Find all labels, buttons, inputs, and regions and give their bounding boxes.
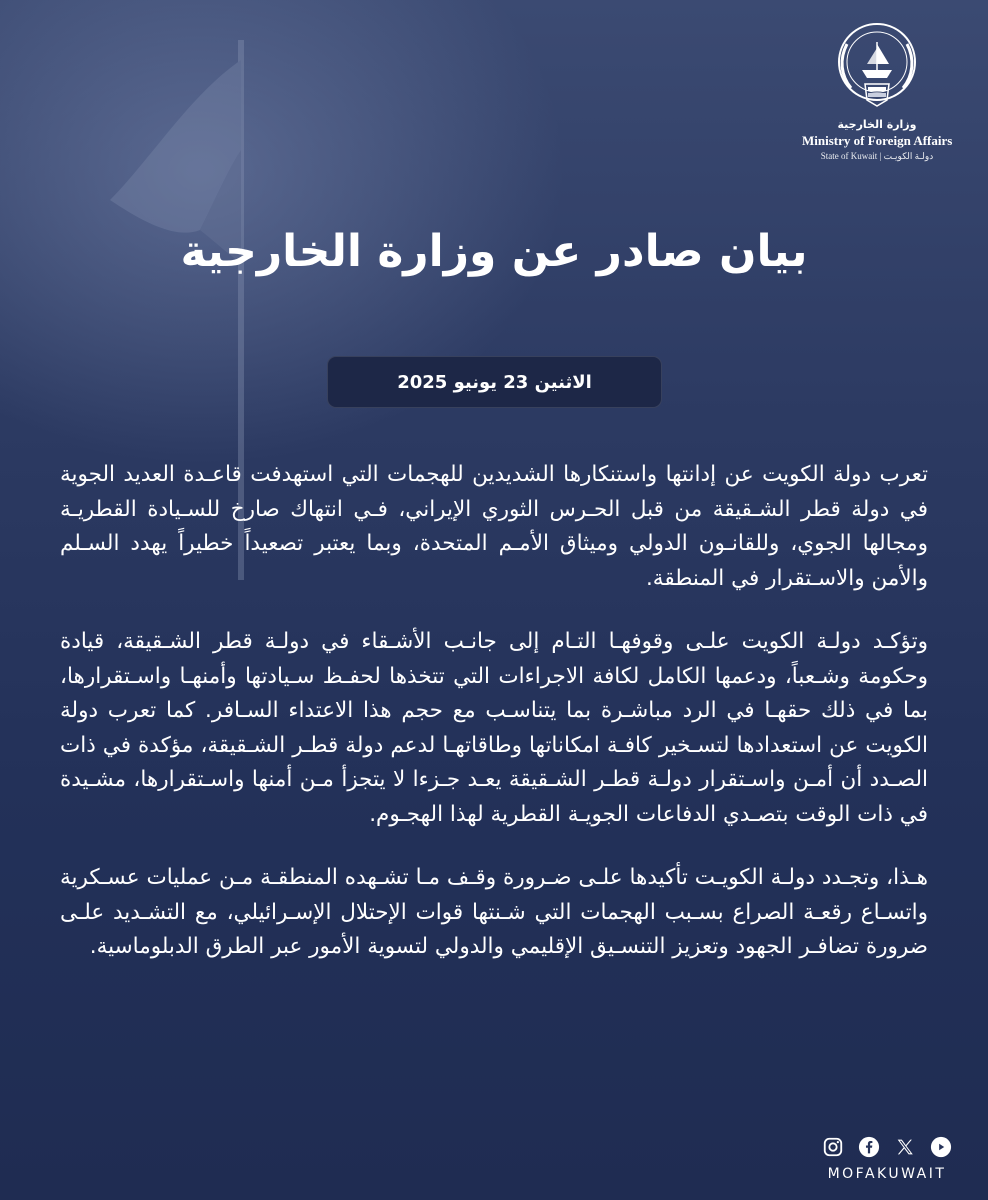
statement-title: بيان صادر عن وزارة الخارجية bbox=[180, 226, 808, 277]
facebook-icon[interactable] bbox=[858, 1136, 880, 1158]
social-icons bbox=[822, 1136, 952, 1158]
statement-paragraph: وتؤكـد دولـة الكويت علـى وقوفهـا التـام إلى جانـب الأشـقاء في دولـة قطر الشـقيقة، قيادة وحكومة وشـعباً، ودعمها الكامل لكافة الاجراءات التي تتخذها لحفـظ سـيادتها وأمنهـا واسـتقرارها، بما في ذلك حقهـا في الرد مباشـرة بما يتناسـب مع حجم هذا الاعتداء السـافر. كما تعرب دولة الكويت عن استعدادها لتسـخير كافـة امكاناتها وطاقاتهـا لدعم دولة قطـر الشـقيقة، مؤكدة في ذات الصـدد أن أمـن واسـتقرار دولـة قطـر الشـقيقة يعـد جـزءا لا يتجزأ مـن أمنها واسـتقرارها، مشـيدة في ذات الوقت بتصـدي الدفاعات الجويـة القطرية لهذا الهجـوم. bbox=[60, 629, 928, 827]
statement-body bbox=[60, 458, 928, 994]
youtube-icon[interactable] bbox=[930, 1136, 952, 1158]
ministry-logo bbox=[802, 14, 952, 162]
statement-paragraph: هـذا، وتجـدد دولـة الكويـت تأكيدها علـى ضـرورة وقـف مـا تشـهده المنطقـة مـن عمليات عسـكرية واتسـاع رقعـة الصراع بسـبب الهجمات التي شـنتها قوات الإحتلال الإسـرائيلي، مع التشـديد علـى ضرورة تضافـر الجهود وتعزيز التنسـيق الإقليمي والدولي لتسوية الأمور عبر الطرق الدبلوماسية. bbox=[60, 865, 928, 959]
date-badge bbox=[327, 356, 662, 408]
social-footer bbox=[822, 1136, 952, 1182]
statement-paragraph: تعرب دولة الكويت عن إدانتها واستنكارها الشديدين للهجمات التي استهدفت قاعـدة العديد الجوية في دولة قطر الشـقيقة من قبل الحـرس الثوري الإيراني، فـي انتهاك صارخ للسـيادة القطريـة ومجالها الجوي، وللقانـون الدولي وميثاق الأمـم المتحدة، وبما يعتبر تصعيداً خطيراً يهدد السـلم والأمن والاسـتقرار في المنطقة. bbox=[60, 462, 928, 591]
state-divider: | bbox=[879, 151, 884, 161]
ministry-name-english: Ministry of Foreign Affairs bbox=[802, 133, 953, 148]
statement-date: الاثنين 23 يونيو 2025 bbox=[397, 371, 592, 393]
kuwait-coat-of-arms-icon bbox=[827, 14, 927, 114]
social-handle[interactable]: MOFAKUWAIT bbox=[827, 1166, 947, 1182]
x-icon[interactable] bbox=[894, 1136, 916, 1158]
instagram-icon[interactable] bbox=[822, 1136, 844, 1158]
state-name-english: State of Kuwait bbox=[820, 151, 878, 161]
state-name bbox=[802, 151, 952, 162]
state-name-arabic: دولـة الكويـت bbox=[883, 151, 934, 161]
ministry-name-arabic: وزارة الخارجية bbox=[837, 118, 917, 131]
